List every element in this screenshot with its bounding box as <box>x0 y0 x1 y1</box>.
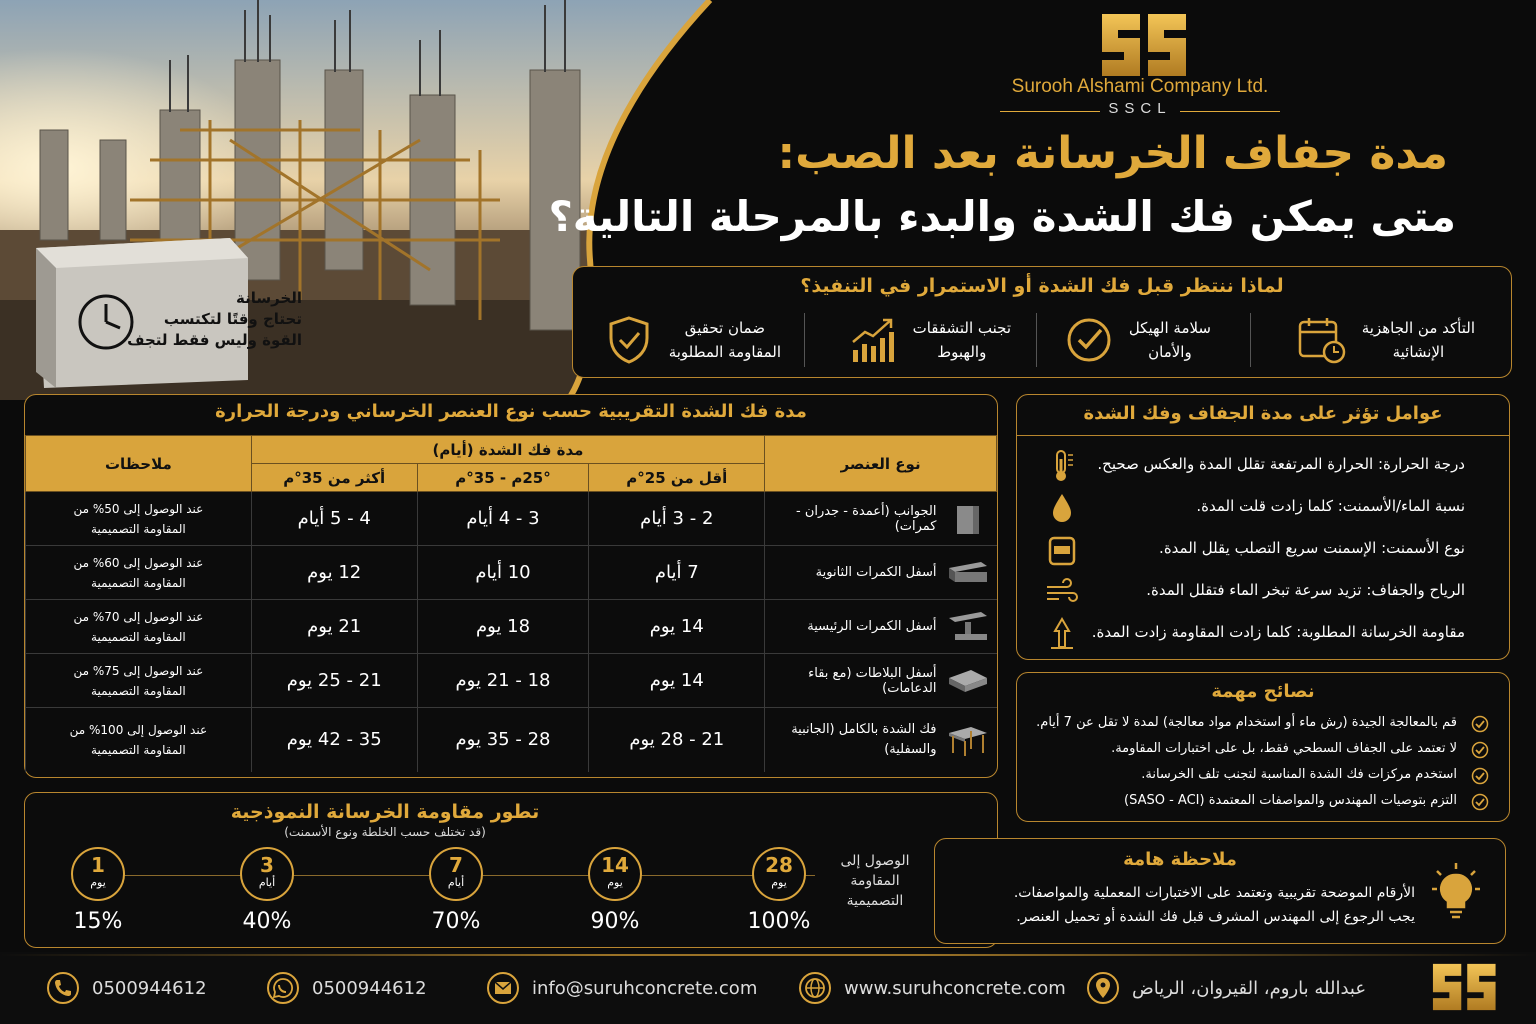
header-temp-high: أكثر من 35°م <box>251 464 417 492</box>
wind-icon <box>1045 575 1079 609</box>
timeline-node: 3 أيام <box>240 847 294 901</box>
footer-whatsapp[interactable] <box>266 970 427 1006</box>
header-notes: ملاحظات <box>26 436 252 492</box>
website-url: www.suruhconcrete.com <box>844 977 1066 999</box>
company-logo <box>1090 10 1200 80</box>
strength-title: تطور مقاومة الخرسانة النموذجية <box>230 801 540 823</box>
check-icon <box>1471 715 1489 733</box>
check-icon <box>1471 741 1489 759</box>
email-icon <box>486 971 520 1005</box>
factor-item: درجة الحرارة: الحرارة المرتفعة تقلل المدة والعكس صحيح. <box>1097 455 1465 473</box>
element-cell: الجوانب (أعمدة - جدران - كمرات) <box>765 492 997 546</box>
days-cell: 10 أيام <box>417 546 589 600</box>
company-abbr: SSCL <box>1108 100 1172 117</box>
shield-check-icon <box>603 314 655 366</box>
why-item-text: التأكد من الجاهزية الإنشائية <box>1361 319 1475 361</box>
note-cell: عند الوصول إلى 100% من المقاومة التصميمية <box>26 708 252 772</box>
element-cell: أسفل الكمرات الرئيسية <box>765 600 997 654</box>
table-row <box>26 492 997 546</box>
days-cell: 21 - 28 يوم <box>589 708 765 772</box>
timeline-percent: 40% <box>242 909 292 934</box>
factor-item: نسبة الماء/الأسمنت: كلما زادت قلت المدة. <box>1196 497 1465 515</box>
timeline-node: 1 يوم <box>71 847 125 901</box>
timeline-percent: 90% <box>590 909 640 934</box>
why-item-cracks <box>847 311 1011 369</box>
days-cell: 21 - 25 يوم <box>251 654 417 708</box>
days-cell: 2 - 3 أيام <box>589 492 765 546</box>
why-item-text: سلامة الهيكل والأمان <box>1128 319 1211 361</box>
i-beam-icon <box>947 610 989 644</box>
factors-title: عوامل تؤثر على مدة الجفاف وفك الشدة <box>1083 403 1443 424</box>
calendar-clock-icon <box>1296 314 1348 366</box>
footer-logo <box>1424 958 1506 1016</box>
whatsapp-icon <box>266 971 300 1005</box>
footer-website[interactable] <box>798 970 1066 1006</box>
tip-item: التزم بتوصيات المهندس والمواصفات المعتمدة (SASO - ACI) <box>1124 793 1457 808</box>
days-cell: 4 - 5 أيام <box>251 492 417 546</box>
note-title: ملاحظة هامة <box>1123 849 1237 870</box>
thermometer-icon <box>1045 449 1079 483</box>
header-element: نوع العنصر <box>765 436 997 492</box>
formwork-table-panel <box>24 394 998 778</box>
tips-title: نصائح مهمة <box>1211 681 1315 702</box>
timeline-percent: 70% <box>431 909 481 934</box>
design-strength-label: الوصول إلى المقاومة التصميمية <box>840 853 910 909</box>
note-cell: عند الوصول إلى 75% من المقاومة التصميمية <box>26 654 252 708</box>
tip-item: لا تعتمد على الجفاف السطحي فقط، بل على اختبارات المقاومة. <box>1111 741 1457 756</box>
header-temp-mid: 25°م - 35°م <box>417 464 589 492</box>
days-cell: 14 يوم <box>589 654 765 708</box>
whatsapp-number: 0500944612 <box>312 977 427 999</box>
tip-item: قم بالمعالجة الجيدة (رش ماء أو استخدام مواد معالجة) لمدة لا تقل عن 7 أيام. <box>1036 715 1457 730</box>
why-title: لماذا ننتظر قبل فك الشدة أو الاستمرار في التنفيذ؟ <box>800 275 1284 297</box>
formwork-table <box>25 435 997 772</box>
tips-panel <box>1016 672 1510 822</box>
timeline-percent: 15% <box>73 909 123 934</box>
why-item-readiness <box>1296 311 1475 369</box>
why-item-text: ضمان تحقيق المقاومة المطلوبة <box>668 319 781 361</box>
check-circle-icon <box>1063 314 1115 366</box>
table-row <box>26 546 997 600</box>
table-row <box>26 654 997 708</box>
timeline-node: 14 يوم <box>588 847 642 901</box>
globe-icon <box>798 971 832 1005</box>
table-title: مدة فك الشدة التقريبية حسب نوع العنصر الخرساني ودرجة الحرارة <box>215 401 807 422</box>
page-title: مدة جفاف الخرسانة بعد الصب: <box>777 128 1448 179</box>
header-temp-low: أقل من 25°م <box>589 464 765 492</box>
element-cell: فك الشدة بالكامل (الجانبية والسفلية) <box>765 708 997 772</box>
days-cell: 35 - 42 يوم <box>251 708 417 772</box>
company-name: Surooh Alshami Company Ltd. <box>1011 76 1269 97</box>
note-cell: عند الوصول إلى 60% من المقاومة التصميمية <box>26 546 252 600</box>
note-cell: عند الوصول إلى 50% من المقاومة التصميمية <box>26 492 252 546</box>
why-item-text: تجنب التشققات والهبوط <box>912 319 1011 361</box>
cement-bag-icon <box>1045 533 1079 567</box>
column-block-icon <box>947 502 989 536</box>
table-row <box>26 708 997 772</box>
chart-up-icon <box>847 314 899 366</box>
factors-panel <box>1016 394 1510 660</box>
factor-item: نوع الأسمنت: الإسمنت سريع التصلب يقلل المدة. <box>1159 539 1465 557</box>
beam-icon <box>947 556 989 590</box>
days-cell: 3 - 4 أيام <box>417 492 589 546</box>
why-item-strength <box>603 311 781 369</box>
location-pin-icon <box>1086 971 1120 1005</box>
tip-item: استخدم مركزات فك الشدة المناسبة لتجنب تلف الخرسانة. <box>1141 767 1457 782</box>
strength-icon <box>1045 617 1079 651</box>
footer-email[interactable] <box>486 970 757 1006</box>
note-cell: عند الوصول إلى 70% من المقاومة التصميمية <box>26 600 252 654</box>
address: عبدالله باروم، القيروان، الرياض <box>1132 977 1367 999</box>
days-cell: 28 - 35 يوم <box>417 708 589 772</box>
days-cell: 18 - 21 يوم <box>417 654 589 708</box>
divider <box>1250 313 1251 367</box>
days-cell: 7 أيام <box>589 546 765 600</box>
water-drop-icon <box>1045 491 1079 525</box>
factor-item: مقاومة الخرسانة المطلوبة: كلما زادت المقاومة زادت المدة. <box>1091 623 1465 641</box>
timeline-percent: 100% <box>747 909 811 934</box>
header-duration: مدة فك الشدة (أيام) <box>251 436 764 464</box>
check-icon <box>1471 767 1489 785</box>
why-wait-panel <box>572 266 1512 378</box>
days-cell: 12 يوم <box>251 546 417 600</box>
lightbulb-icon <box>1431 861 1481 923</box>
check-icon <box>1471 793 1489 811</box>
page-subtitle: متى يمكن فك الشدة والبدء بالمرحلة التالية؟ <box>548 192 1456 241</box>
cube-caption: الخرسانة تحتاج وقتًا لتكتسب القوة وليس فقط لتجف <box>127 289 302 349</box>
days-cell: 18 يوم <box>417 600 589 654</box>
days-cell: 21 يوم <box>251 600 417 654</box>
element-cell: أسفل البلاطات (مع بقاء الدعامات) <box>765 654 997 708</box>
email-address: info@suruhconcrete.com <box>532 977 758 999</box>
divider <box>1017 435 1509 436</box>
divider <box>804 313 805 367</box>
footer-divider <box>0 954 1536 956</box>
important-note-panel <box>934 838 1506 944</box>
phone-icon <box>46 971 80 1005</box>
days-cell: 14 يوم <box>589 600 765 654</box>
footer-phone[interactable] <box>46 970 207 1006</box>
strength-subtitle: (قد تختلف حسب الخلطة ونوع الأسمنت) <box>284 825 486 839</box>
timeline-node: 28 يوم <box>752 847 806 901</box>
note-body: الأرقام الموضحة تقريبية وتعتمد على الاختبارات المعملية والمواصفات. يجب الرجوع إلى المهندس المشرف قبل فك الشدة أو تحميل العنصر. <box>1013 885 1415 925</box>
divider <box>1036 313 1037 367</box>
slab-icon <box>947 664 989 698</box>
phone-number: 0500944612 <box>92 977 207 999</box>
element-cell: أسفل الكمرات الثانوية <box>765 546 997 600</box>
footer-address[interactable] <box>1086 970 1366 1006</box>
timeline-node: 7 أيام <box>429 847 483 901</box>
table-row <box>26 600 997 654</box>
formwork-table-icon <box>947 723 989 757</box>
why-item-safety <box>1063 311 1211 369</box>
strength-timeline-panel <box>24 792 998 948</box>
factor-item: الرياح والجفاف: تزيد سرعة تبخر الماء فتقلل المدة. <box>1146 581 1465 599</box>
